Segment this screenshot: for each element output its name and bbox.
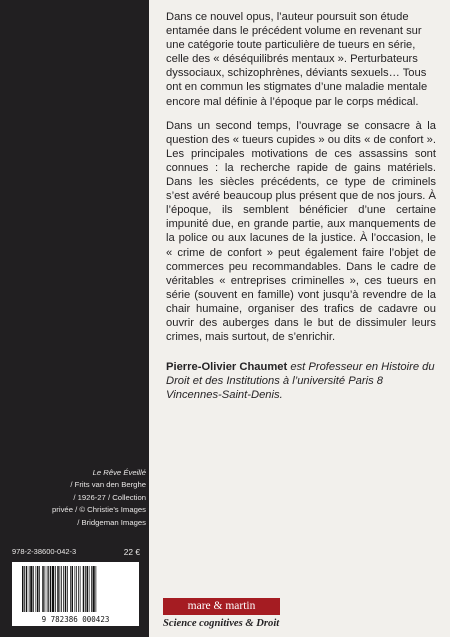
barcode-bar [65, 566, 67, 612]
barcode-bar [36, 566, 37, 612]
blurb-paragraph-1: Dans ce nouvel opus, l’auteur poursuit son étude entamée dans le précédent volume en revenant sur une catégorie toute particulière de tueurs en série, celle des « déséquilibrés mentaux ». Perturbateurs dyssociaux, schizophrènes, déviants sexuels… Tous ont en commun les stigmates d’une maladie mentale encore mal définie à l’époque par le corps médical. [166, 11, 428, 108]
barcode-bar [93, 566, 95, 612]
barcode-bar [80, 566, 81, 612]
price: 22 € [123, 547, 140, 557]
barcode-bar [33, 566, 34, 612]
barcode-bar [89, 566, 90, 612]
image-credits [12, 467, 146, 529]
isbn-number: 978-2-38600-042-3 [12, 547, 77, 556]
barcode-bar [83, 566, 85, 612]
barcode-bar [50, 566, 52, 612]
barcode-bar [26, 566, 28, 612]
barcode-bar [57, 566, 59, 612]
barcode-bar [47, 566, 48, 612]
barcode-bar [72, 566, 74, 612]
barcode-bar [87, 566, 89, 612]
barcode-bar [67, 566, 68, 612]
barcode-bar [76, 566, 77, 612]
barcode-bar [60, 566, 61, 612]
barcode-bar [45, 566, 46, 612]
barcode-bar [24, 566, 25, 612]
barcode-bar [75, 566, 76, 612]
credit-line: privée / © Christie’s Images [52, 505, 146, 515]
blurb-paragraph-2: Dans un second temps, l’ouvrage se consacre à la question des « tueurs cupides » ou dits « de confort ». Les principales motivations de ces assassins sont connues : la recherche rapide de gains matériels. Dans les siècles précédents, ce type de criminels s’est avéré beaucoup plus présent que de nos jours. À l’époque, ils semblent bénéficier d’une certaine impunité due, en grande partie, aux manquements de la police ou aux lacunes de la justice. À l’occasion, le « crime de confort » peut également faire l’objet de commerces peu recommandables. Dans le cadre de véritables « entreprises criminelles », ces tueurs en série (souvent en famille) vont jusqu’à revendre de la chair humaine, organiser des trafics de cadavre ou ouvrir des auberges dans le but de dissimuler leurs crimes, mais surtout, de s’enrichir. [166, 119, 436, 344]
barcode-graphic [12, 562, 139, 626]
publisher-logo: mare & martin [163, 598, 280, 615]
author-name: Pierre-Olivier Chaumet [166, 361, 288, 373]
barcode-bar [39, 566, 40, 612]
barcode-bar [52, 566, 54, 612]
author-description: est Professeur en Histoire du Droit et des Institutions à l’université Paris 8 Vincennes-Saint-Denis. [166, 361, 435, 402]
credit-line: / Bridgeman Images [77, 517, 146, 527]
isbn-price-line [12, 545, 140, 559]
barcode-bar [61, 566, 62, 612]
back-cover-text [166, 10, 436, 344]
barcode-bar [70, 566, 71, 612]
barcode [12, 562, 139, 626]
credit-line: / 1926-27 / Collection [73, 492, 146, 502]
barcode-bar [29, 566, 30, 612]
barcode-bar [42, 566, 44, 612]
barcode-bar [22, 566, 24, 612]
barcode-digits: 9 782386 000423 [41, 615, 110, 624]
barcode-bar [78, 566, 79, 612]
barcode-bar [85, 566, 86, 612]
barcode-bar [91, 566, 92, 612]
barcode-bar [55, 566, 56, 612]
barcode-bar [37, 566, 39, 612]
collection-name: Science cognitives & Droit [163, 618, 280, 629]
author-bio [166, 360, 438, 402]
barcode-bar [63, 566, 64, 612]
credit-artwork-title: Le Rêve Éveillé [92, 468, 146, 477]
barcode-bar [96, 566, 97, 612]
barcode-bar [30, 566, 32, 612]
barcode-bar [48, 566, 49, 612]
credit-line: / Frits van den Berghe [70, 480, 146, 490]
dark-side-panel [0, 0, 149, 637]
